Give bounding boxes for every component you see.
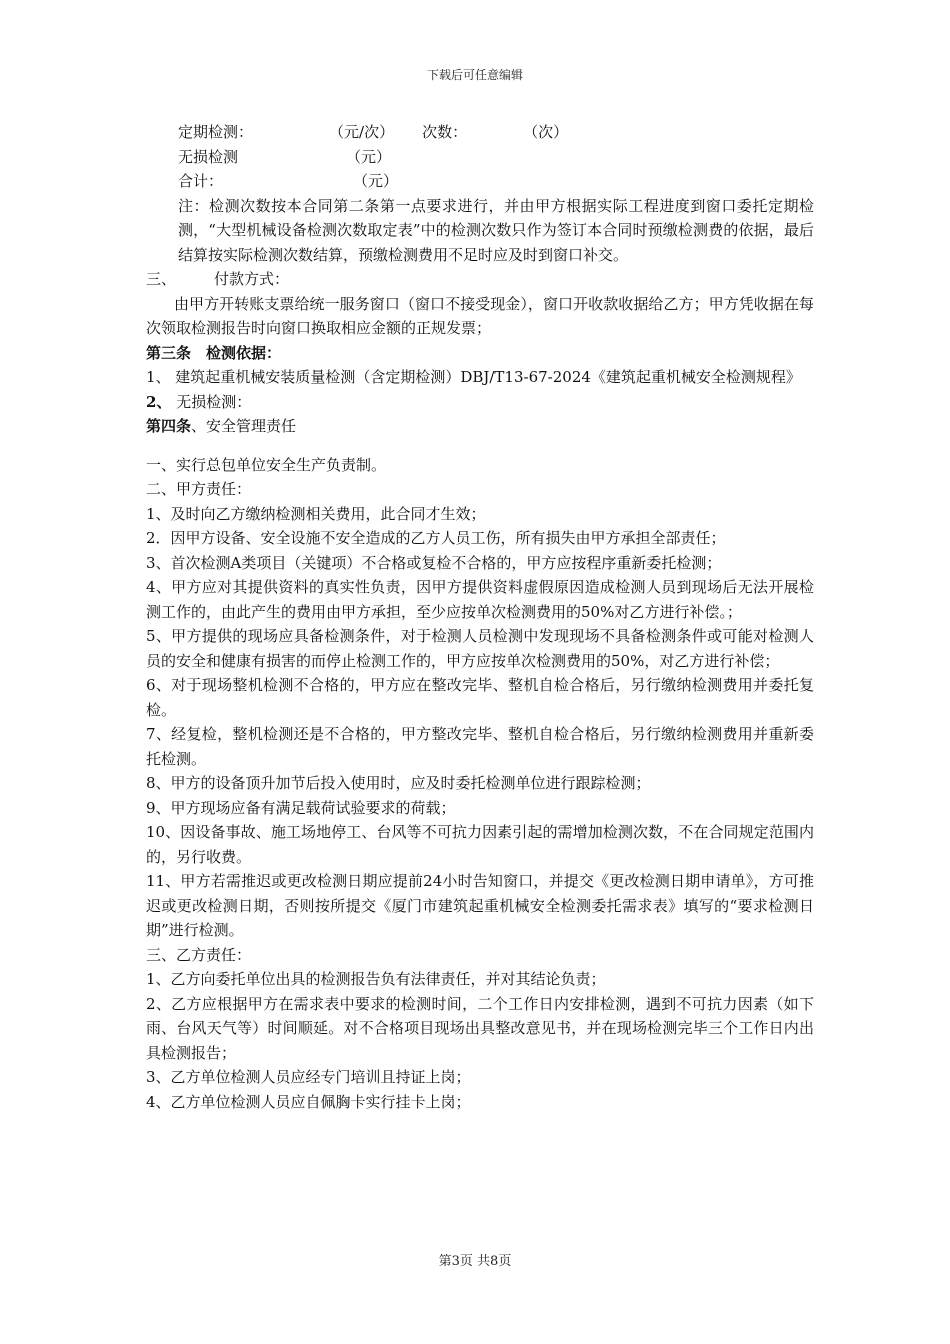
party-a-item: 10、因设备事故、施工场地停工、台风等不可抗力因素引起的需增加检测次数，不在合同规定范围内的，另行收费。 — [146, 823, 814, 866]
count-unit: （次） — [523, 123, 569, 141]
party-b-item: 4、乙方单位检测人员应自佩胸卡实行挂卡上岗； — [146, 1092, 471, 1111]
party-b-item: 3、乙方单位检测人员应经专门培训且持证上岗； — [146, 1068, 471, 1086]
party-a-item: 4、甲方应对其提供资料的真实性负责，因甲方提供资料虚假原因造成检测人员到现场后无法开展检测工作的，由此产生的费用由甲方承担，至少应按单次检测费用的50%对乙方进行补偿。； — [146, 578, 814, 621]
ndt-label: 无损检测 — [178, 147, 239, 166]
party-a-item: 3、首次检测A类项目（关键项）不合格或复检不合格的，甲方应按程序重新委托检测； — [146, 553, 722, 572]
article3-item2 — [146, 390, 814, 415]
periodic-label: 定期检测： — [178, 123, 254, 141]
article3-item2-num: 2、 — [146, 392, 172, 411]
party-a-item: 5、甲方提供的现场应具备检测条件，对于检测人员检测中发现现场不具备检测条件或可能对检测人员的安全和健康有损害的而停止检测工作的，甲方应按单次检测费用的50%，对乙方进行补偿； — [146, 627, 814, 670]
article3-item2-text: 无损检测： — [176, 392, 252, 411]
party-a-item: 9、甲方现场应备有满足载荷试验要求的荷载； — [146, 798, 456, 817]
count-label: 次数： — [422, 123, 468, 141]
payment-heading — [146, 267, 814, 292]
party-b-item: 2、乙方应根据甲方在需求表中要求的检测时间，二个工作日内安排检测，遇到不可抗力因素（如下雨、台风天气等）时间顺延。对不合格项目现场出具整改意见书，并在现场检测完毕三个工作日内出具检测报告； — [146, 994, 814, 1062]
total-unit: （元） — [353, 172, 399, 190]
article3-item1: 1、 建筑起重机械安装质量检测（含定期检测）DBJ/T13-67-2024《建筑起重机械安全检测规程》 — [146, 368, 801, 386]
article4-title — [146, 414, 814, 439]
section-2: 二、甲方责任： — [146, 480, 252, 498]
ndt-unit: （元） — [346, 147, 392, 166]
party-a-item: 7、经复检，整机检测还是不合格的，甲方整改完毕、整机自检合格后，另行缴纳检测费用并重新委托检测。 — [146, 725, 814, 768]
party-a-item: 1、及时向乙方缴纳检测相关费用，此合同才生效； — [146, 504, 486, 523]
party-a-item: 8、甲方的设备顶升加节后投入使用时，应及时委托检测单位进行跟踪检测； — [146, 774, 651, 792]
payment-text: 由甲方开转账支票给统一服务窗口（窗口不接受现金），窗口开收款收据给乙方；甲方凭收据在每次领取检测报告时向窗口换取相应金额的正规发票； — [146, 294, 814, 337]
payment-num: 三、 — [146, 270, 177, 288]
party-a-item: 2．因甲方设备、安全设施不安全造成的乙方人员工伤，所有损失由甲方承担全部责任； — [146, 529, 726, 547]
article4-title-rest: 、安全管理责任 — [191, 417, 297, 435]
total-label: 合计： — [178, 172, 224, 190]
payment-title: 付款方式： — [214, 270, 290, 288]
page-footer: 第3页 共8页 — [438, 1254, 512, 1269]
article3-title: 第三条 检测依据： — [146, 343, 282, 362]
periodic-fee-line — [146, 120, 814, 145]
spacer — [146, 439, 814, 453]
total-fee-line — [146, 169, 814, 194]
section-1: 一、实行总包单位安全生产负责制。 — [146, 455, 387, 474]
article4-title-bold: 第四条 — [146, 417, 192, 435]
periodic-unit: （元/次） — [329, 123, 395, 141]
party-b-item: 1、乙方向委托单位出具的检测报告负有法律责任，并对其结论负责； — [146, 970, 606, 988]
document-body — [146, 120, 814, 1114]
section-3: 三、乙方责任： — [146, 945, 252, 964]
ndt-fee-line — [146, 145, 814, 170]
page-header: 下载后可任意编辑 — [426, 68, 523, 82]
party-a-item: 6、对于现场整机检测不合格的，甲方应在整改完毕、整机自检合格后，另行缴纳检测费用并委托复检。 — [146, 676, 814, 719]
fee-note: 注：检测次数按本合同第二条第一点要求进行，并由甲方根据实际工程进度到窗口委托定期检测，“大型机械设备检测次数取定表”中的检测次数只作为签订本合同时预缴检测费的依据，最后结算按实际检测次数结算，预缴检测费用不足时应及时到窗口补交。 — [178, 196, 814, 264]
party-a-item: 11、甲方若需推迟或更改检测日期应提前24小时告知窗口，并提交《更改检测日期申请单》，方可推迟或更改检测日期，否则按所提交《厦门市建筑起重机械安全检测委托需求表》填写的“要求检测日期”进行检测。 — [146, 872, 814, 939]
